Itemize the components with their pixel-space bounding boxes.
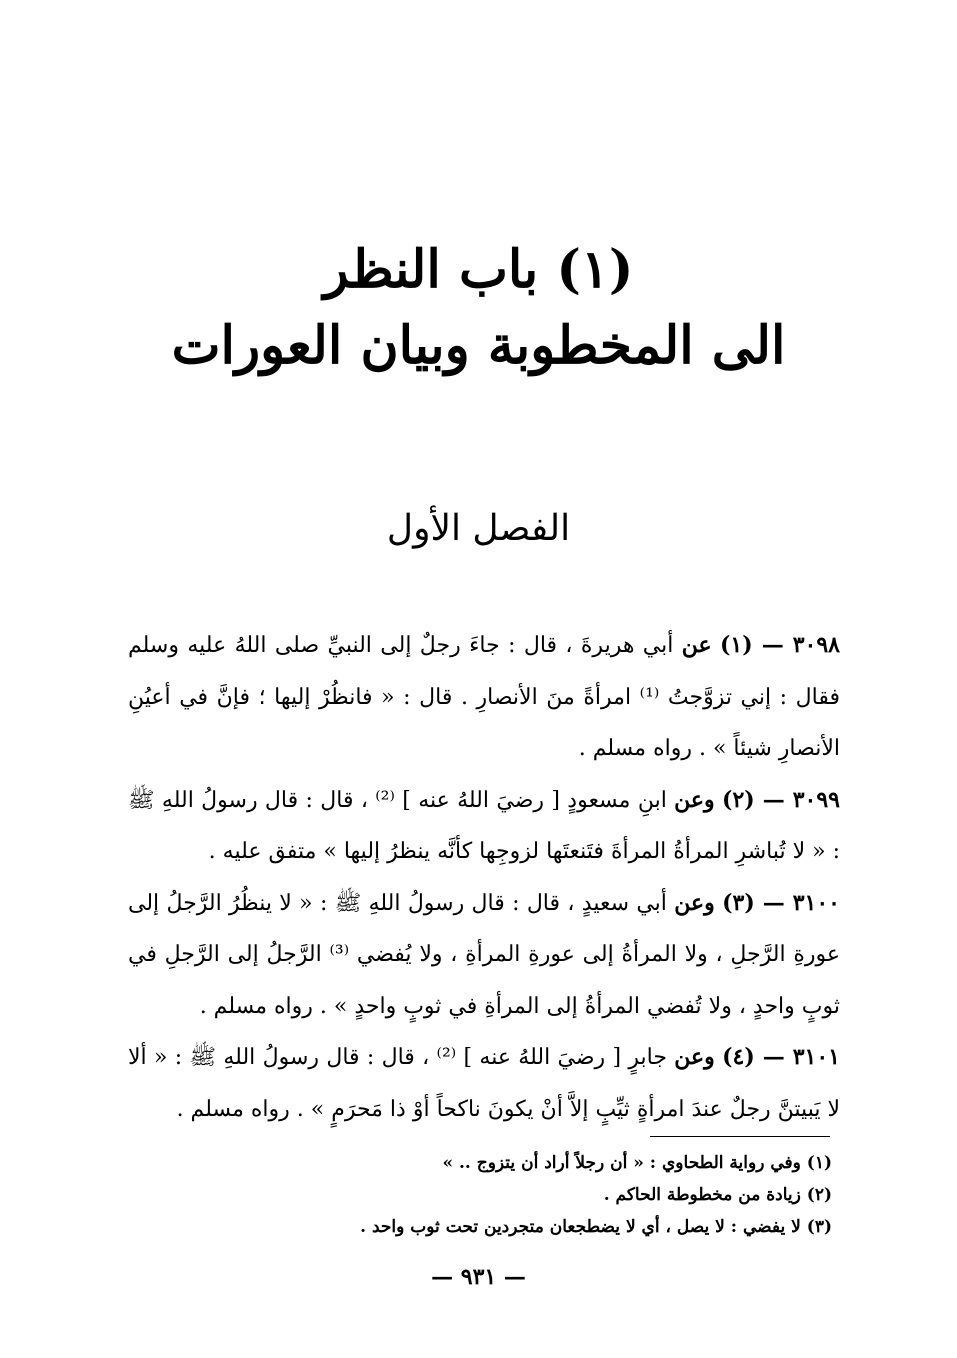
chapter-title-line-1: (١) باب النظر	[323, 239, 634, 300]
footnote-2: (٢) زيادة من مخطوطة الحاكم .	[603, 1185, 832, 1205]
chapter-title-line-2: الى المخطوبة وبيان العورات	[171, 315, 786, 376]
hadith-text: أبي سعيدٍ ، قال : قال رسولُ اللهِ ﷺ : « لا ينظُرُ الرَّجلُ إلى عورةِ الرَّجلِ ، ولا المرأةُ إلى عورةِ المرأةِ ، ولا يُفضي ⁽³⁾ الرَّجلُ إلى الرَّجلِ في ثوبٍ واحدٍ ، ولا تُفضي المرأةُ إلى المرأةِ في ثوبٍ واحدٍ » . رواه مسلم .	[128, 890, 840, 1019]
footnote-3: (٣) لا يفضي : لا يصل ، أي لا يضطجعان متجردين تحت ثوب واحد .	[360, 1217, 832, 1237]
hadith-text: ابنِ مسعودٍ [ رضيَ اللهُ عنه ] ⁽²⁾ ، قال : قال رسولُ اللهِ ﷺ : « لا تُباشرِ المرأةُ المرأةَ فتَنعتَها لزوجِها كأنَّه ينظرُ إليها » متفق عليه .	[128, 787, 840, 864]
hadith-intro: وعن	[674, 1044, 715, 1070]
hadith-number: ٣٠٩٨ — (١)	[720, 632, 840, 658]
footnotes	[300, 1147, 832, 1243]
chapter-title	[120, 232, 837, 384]
hadith-3099	[128, 775, 840, 878]
hadith-text: أبي هريرةَ ، قال : جاءَ رجلٌ إلى النبيِّ صلى اللهُ عليه وسلم فقال : إني تزوَّجتُ ⁽¹⁾ امرأةً منَ الأنصارِ . قال : « فانظُرْ إليها ؛ فإنَّ في أعيُنِ الأنصارِ شيئاً » . رواه مسلم .	[128, 633, 841, 761]
hadith-3101	[128, 1032, 840, 1135]
hadith-3098	[128, 620, 840, 775]
page-number: — ٩٣١ —	[431, 1264, 526, 1290]
hadith-text: جابرٍ [ رضيَ اللهُ عنه ] ⁽²⁾ ، قال : قال رسولُ اللهِ ﷺ : « ألا لا يَبيتنَّ رجلٌ عندَ امرأةٍ ثيِّبٍ إلاَّ أنْ يكونَ ناكحاً أوْ ذا مَحرَمٍ » . رواه مسلم .	[128, 1045, 840, 1122]
hadith-intro: عن	[681, 632, 712, 658]
hadith-number: ٣١٠٠ — (٣)	[722, 889, 840, 916]
hadith-intro: وعن	[674, 889, 715, 916]
footnote-divider	[650, 1136, 830, 1137]
footnote-1: (١) وفي رواية الطحاوي : « أن رجلاً أراد أن يتزوج .. »	[442, 1153, 832, 1173]
hadith-intro: وعن	[674, 786, 715, 813]
hadith-3100	[128, 878, 840, 1033]
hadith-number: ٣١٠١ — (٤)	[722, 1044, 840, 1070]
hadith-number: ٣٠٩٩ — (٢)	[722, 786, 840, 813]
section-title: الفصل الأول	[386, 508, 571, 549]
hadith-list	[128, 620, 840, 1135]
